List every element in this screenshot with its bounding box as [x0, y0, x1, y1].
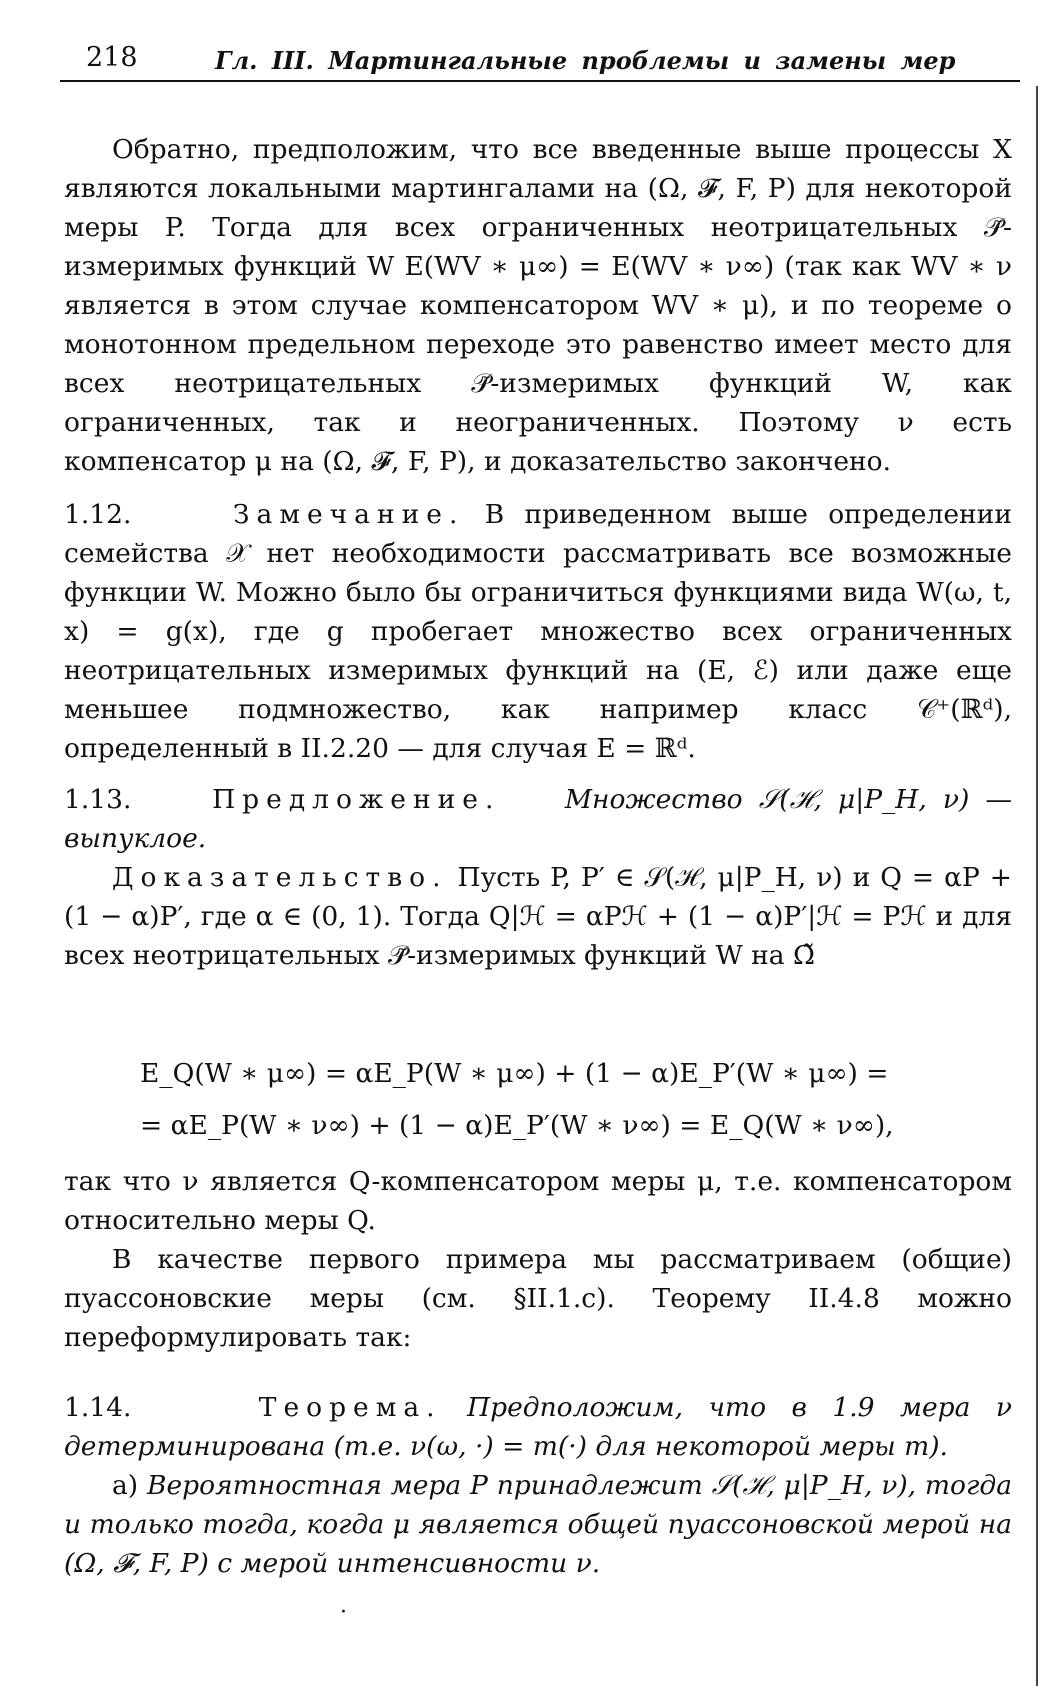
- proof-label: Доказательство.: [112, 862, 448, 893]
- theorem-number: 1.14.: [64, 1392, 132, 1423]
- remark-label: Замечание.: [233, 499, 465, 530]
- proof-text: Пусть P, P′ ∈ 𝒮(ℋ, μ|P_H, ν) и Q = αP + (1 − α)P′, где α ∈ (0, 1). Тогда Q|ℋ = αPℋ + (1 − α)P′|ℋ = Pℋ и для всех неотрицательных 𝒫̃-измеримых функций W на Ω̃: [64, 862, 1012, 971]
- paragraph-after-equation: так что ν является Q-компенсатором меры μ, т.е. компенсатором относительно меры Q.: [64, 1166, 1012, 1236]
- page-header: [60, 38, 1040, 78]
- proof: [64, 858, 1012, 975]
- header-rule: [60, 80, 1020, 82]
- scan-dot: ·: [340, 1600, 347, 1625]
- remark-text: В приведенном выше определении семейства 𝒳 нет необходимости рассматривать все возможные функции W. Можно было бы ограничиться функциями вида W(ω, t, x) = g(x), где g пробегает множество всех ограниченных неотрицательных измеримых функций на (E, ℰ) или даже еще меньшее подмножество, как например класс 𝒞⁺(ℝᵈ), определенный в II.2.20 — для случая E = ℝᵈ.: [64, 499, 1012, 764]
- proposition-label: Предложение.: [212, 784, 501, 815]
- proposition-text: Множество 𝒮(ℋ, μ|P_H, ν) — выпуклое.: [64, 784, 1013, 854]
- page-number: 218: [86, 42, 138, 73]
- remark-number: 1.12.: [64, 499, 132, 530]
- proposition-1-13: [64, 780, 1012, 858]
- theorem-1-14: [64, 1388, 1012, 1466]
- equation-line-2: = αE_P(W ∗ ν∞) + (1 − α)E_P′(W ∗ ν∞) = E_Q(W ∗ ν∞),: [140, 1110, 894, 1141]
- item-a-text: Вероятностная мера P принадлежит 𝒮(ℋ, μ|P_H, ν), тогда и только тогда, когда μ является общей пуассоновской мерой на (Ω, 𝓕, F, P) с мерой интенсивности ν.: [64, 1470, 1012, 1579]
- proposition-number: 1.13.: [64, 784, 132, 815]
- page-edge-line: [1036, 86, 1038, 1686]
- equation-line-1: E_Q(W ∗ μ∞) = αE_P(W ∗ μ∞) + (1 − α)E_P′(W ∗ μ∞) =: [140, 1058, 889, 1089]
- theorem-text: Предположим, что в 1.9 мера ν детерминирована (т.е. ν(ω, ·) = m(·) для некоторой меры m).: [64, 1392, 1012, 1462]
- paragraph-example: В качестве первого примера мы рассматриваем (общие) пуассоновские меры (см. §II.1.c). Теорему II.4.8 можно переформулировать так:: [64, 1244, 1012, 1353]
- remark-1-12: [64, 495, 1012, 768]
- running-head: Гл. III. Мартингальные проблемы и замены мер: [215, 46, 956, 75]
- theorem-label: Теорема.: [258, 1392, 442, 1423]
- theorem-item-a: [64, 1466, 1012, 1583]
- paragraph-converse: Обратно, предположим, что все введенные выше процессы X являются локальными мартингалами на (Ω, 𝓕, F, P) для некоторой меры P. Тогда для всех ограниченных неотрицательных 𝒫̃-измеримых функций W E(WV ∗ μ∞) = E(WV ∗ ν∞) (так как WV ∗ ν является в этом случае компенсатором WV ∗ μ), и по теореме о монотонном предельном переходе это равенство имеет место для всех неотрицательных 𝒫̃-измеримых функций W, как ограниченных, так и неограниченных. Поэтому ν есть компенсатор μ на (Ω, 𝓕, F, P), и доказательство закончено.: [64, 134, 1012, 477]
- item-a-label: а): [112, 1470, 139, 1501]
